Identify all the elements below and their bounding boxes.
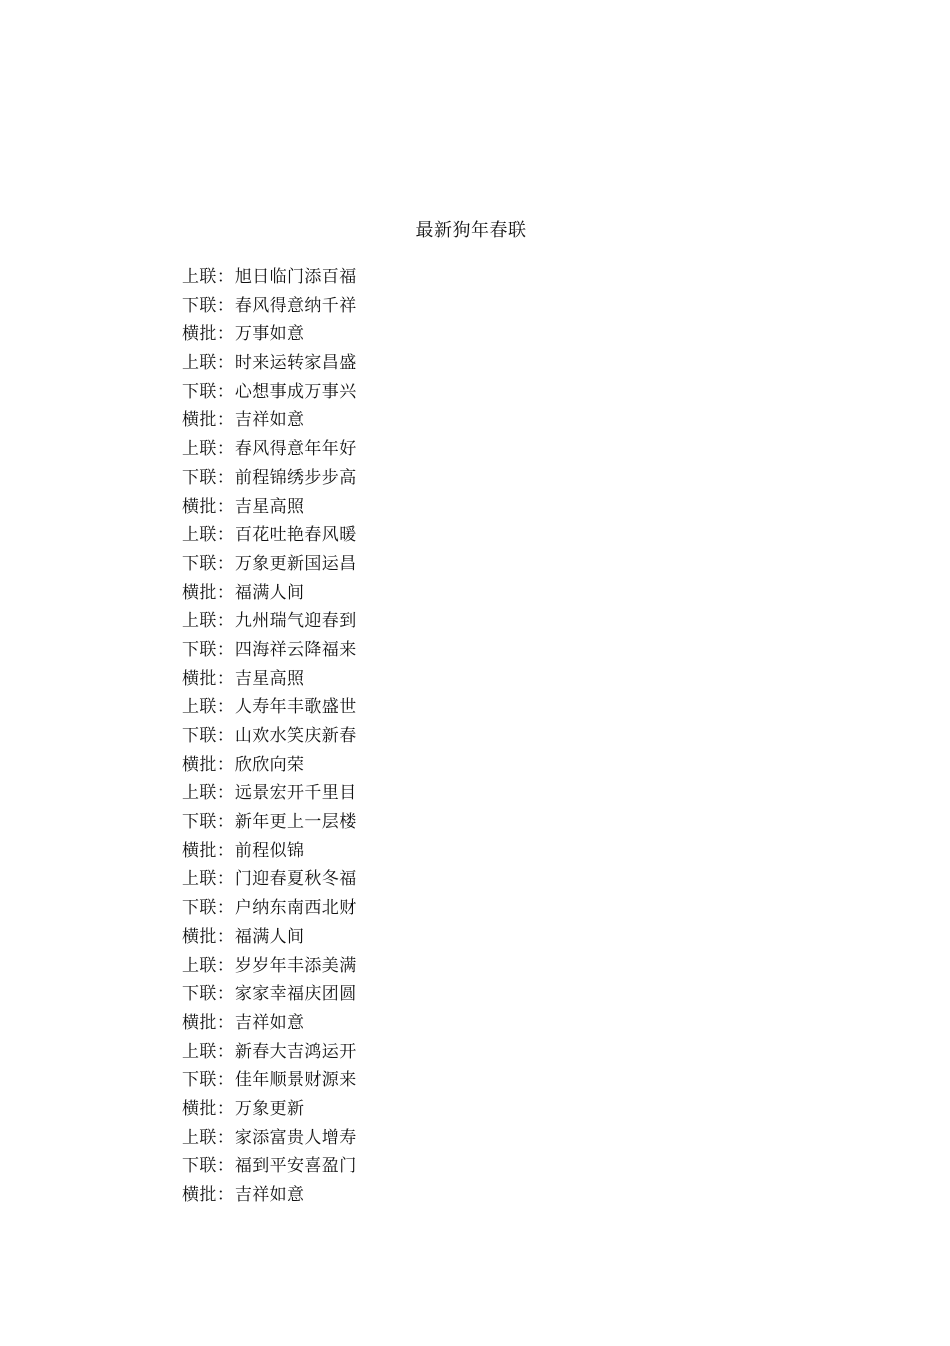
line-label: 横批: [182, 1185, 217, 1205]
line-text: 福到平安喜盈门: [234, 1156, 357, 1177]
line-label: 下联: [182, 295, 217, 316]
line-separator: ：: [216, 984, 235, 1005]
line-separator: ：: [216, 295, 235, 316]
line-label: 上联: [182, 353, 217, 374]
line-label: 横批: [182, 668, 217, 689]
line-separator: ：: [216, 812, 235, 833]
couplet-line: [182, 1039, 582, 1068]
couplet-line: [182, 694, 582, 723]
couplet-line: [182, 551, 582, 580]
couplet-line: [182, 1125, 582, 1154]
line-separator: ：: [216, 353, 235, 374]
couplet-line: [182, 1182, 582, 1211]
line-text: 四海祥云降福来: [234, 639, 357, 660]
couplet-line: [182, 321, 582, 350]
line-label: 上联: [182, 439, 217, 460]
line-separator: ：: [216, 410, 235, 431]
line-label: 横批: [182, 926, 217, 947]
line-separator: ：: [216, 525, 235, 546]
couplet-line: [182, 407, 582, 436]
line-label: 下联: [182, 467, 217, 488]
line-separator: ：: [216, 926, 235, 947]
line-text: 九州瑞气迎春到: [234, 611, 357, 632]
line-separator: ：: [216, 726, 235, 746]
couplet-line: [182, 723, 582, 752]
line-label: 下联: [182, 381, 217, 402]
line-separator: ：: [216, 1127, 235, 1148]
line-text: 前程似锦: [234, 840, 305, 861]
couplet-line: [182, 953, 582, 982]
line-label: 横批: [182, 496, 217, 517]
line-separator: ：: [216, 1041, 235, 1062]
line-label: 横批: [182, 410, 217, 431]
line-text: 春风得意纳千祥: [234, 295, 357, 316]
couplet-line: [182, 1096, 582, 1125]
line-text: 时来运转家昌盛: [234, 353, 357, 374]
couplet-line: [182, 494, 582, 523]
couplet-line: [182, 1010, 582, 1039]
line-label: 横批: [182, 582, 217, 603]
line-separator: ：: [216, 869, 235, 890]
line-text: 福满人间: [234, 926, 305, 947]
line-text: 前程锦绣步步高: [234, 467, 357, 488]
line-separator: ：: [216, 639, 235, 660]
line-separator: ：: [216, 1098, 235, 1119]
line-separator: ：: [216, 955, 235, 976]
line-label: 横批: [182, 324, 217, 345]
line-label: 上联: [182, 1127, 217, 1148]
line-separator: ：: [216, 496, 235, 517]
line-separator: ：: [216, 467, 235, 488]
couplet-line: [182, 580, 582, 609]
line-label: 上联: [182, 955, 217, 976]
couplet-line: [182, 1153, 582, 1182]
line-text: 户纳东南西北财: [234, 898, 357, 919]
line-text: 旭日临门添百福: [234, 267, 357, 287]
line-separator: ：: [216, 611, 235, 632]
line-separator: ：: [216, 267, 235, 287]
line-label: 下联: [182, 1156, 217, 1177]
line-text: 远景宏开千里目: [234, 783, 357, 804]
line-text: 欣欣向荣: [234, 754, 305, 775]
couplet-line: [182, 895, 582, 924]
line-text: 佳年顺景财源来: [234, 1070, 357, 1091]
line-separator: ：: [216, 1012, 235, 1033]
line-label: 横批: [182, 1012, 217, 1033]
line-separator: ：: [216, 439, 235, 460]
line-label: 上联: [182, 267, 217, 287]
couplet-line: [182, 637, 582, 666]
couplet-line: [182, 666, 582, 695]
line-label: 横批: [182, 1098, 217, 1119]
line-text: 福满人间: [234, 582, 305, 603]
line-text: 人寿年丰歌盛世: [234, 697, 357, 718]
line-text: 新春大吉鸿运开: [234, 1041, 357, 1062]
line-label: 下联: [182, 898, 217, 919]
line-text: 吉星高照: [234, 668, 305, 689]
couplet-line: [182, 264, 582, 293]
line-text: 百花吐艳春风暖: [234, 525, 357, 546]
line-label: 上联: [182, 611, 217, 632]
line-label: 上联: [182, 1041, 217, 1062]
line-text: 吉祥如意: [234, 410, 305, 431]
couplet-line: [182, 379, 582, 408]
line-text: 心想事成万事兴: [234, 381, 357, 402]
line-label: 下联: [182, 639, 217, 660]
page-title: 最新狗年春联: [415, 220, 527, 241]
couplet-line: [182, 866, 582, 895]
line-text: 吉星高照: [234, 496, 305, 517]
line-label: 横批: [182, 840, 217, 861]
line-text: 万象更新: [234, 1098, 305, 1119]
line-label: 上联: [182, 697, 217, 718]
line-text: 家添富贵人增寿: [234, 1127, 357, 1148]
line-separator: ：: [216, 840, 235, 861]
line-label: 上联: [182, 869, 217, 890]
line-separator: ：: [216, 1185, 235, 1205]
line-text: 门迎春夏秋冬福: [234, 869, 357, 890]
line-separator: ：: [216, 1156, 235, 1177]
line-label: 下联: [182, 812, 217, 833]
couplet-line: [182, 350, 582, 379]
line-text: 山欢水笑庆新春: [234, 726, 357, 746]
couplet-line: [182, 465, 582, 494]
line-separator: ：: [216, 898, 235, 919]
couplet-line: [182, 293, 582, 322]
line-text: 新年更上一层楼: [234, 812, 357, 833]
line-label: 下联: [182, 553, 217, 574]
couplet-line: [182, 522, 582, 551]
line-separator: ：: [216, 1070, 235, 1091]
line-label: 上联: [182, 783, 217, 804]
line-separator: ：: [216, 668, 235, 689]
line-separator: ：: [216, 381, 235, 402]
line-text: 岁岁年丰添美满: [234, 955, 357, 976]
line-separator: ：: [216, 553, 235, 574]
line-separator: ：: [216, 324, 235, 345]
couplet-line: [182, 924, 582, 953]
couplet-line: [182, 981, 582, 1010]
line-separator: ：: [216, 697, 235, 718]
line-separator: ：: [216, 754, 235, 775]
line-text: 家家幸福庆团圆: [234, 984, 357, 1005]
line-text: 万事如意: [234, 324, 305, 345]
line-label: 横批: [182, 754, 217, 775]
line-label: 下联: [182, 1070, 217, 1091]
line-text: 吉祥如意: [234, 1012, 305, 1033]
line-separator: ：: [216, 783, 235, 804]
couplet-line: [182, 608, 582, 637]
line-label: 下联: [182, 984, 217, 1005]
line-label: 下联: [182, 726, 217, 746]
line-separator: ：: [216, 582, 235, 603]
line-text: 万象更新国运昌: [234, 553, 357, 574]
line-text: 春风得意年年好: [234, 439, 357, 460]
couplet-list: [182, 264, 582, 1211]
line-label: 上联: [182, 525, 217, 546]
couplet-line: [182, 780, 582, 809]
couplet-line: [182, 1067, 582, 1096]
couplet-line: [182, 752, 582, 781]
couplet-line: [182, 436, 582, 465]
couplet-line: [182, 838, 582, 867]
line-text: 吉祥如意: [234, 1185, 305, 1205]
couplet-line: [182, 809, 582, 838]
